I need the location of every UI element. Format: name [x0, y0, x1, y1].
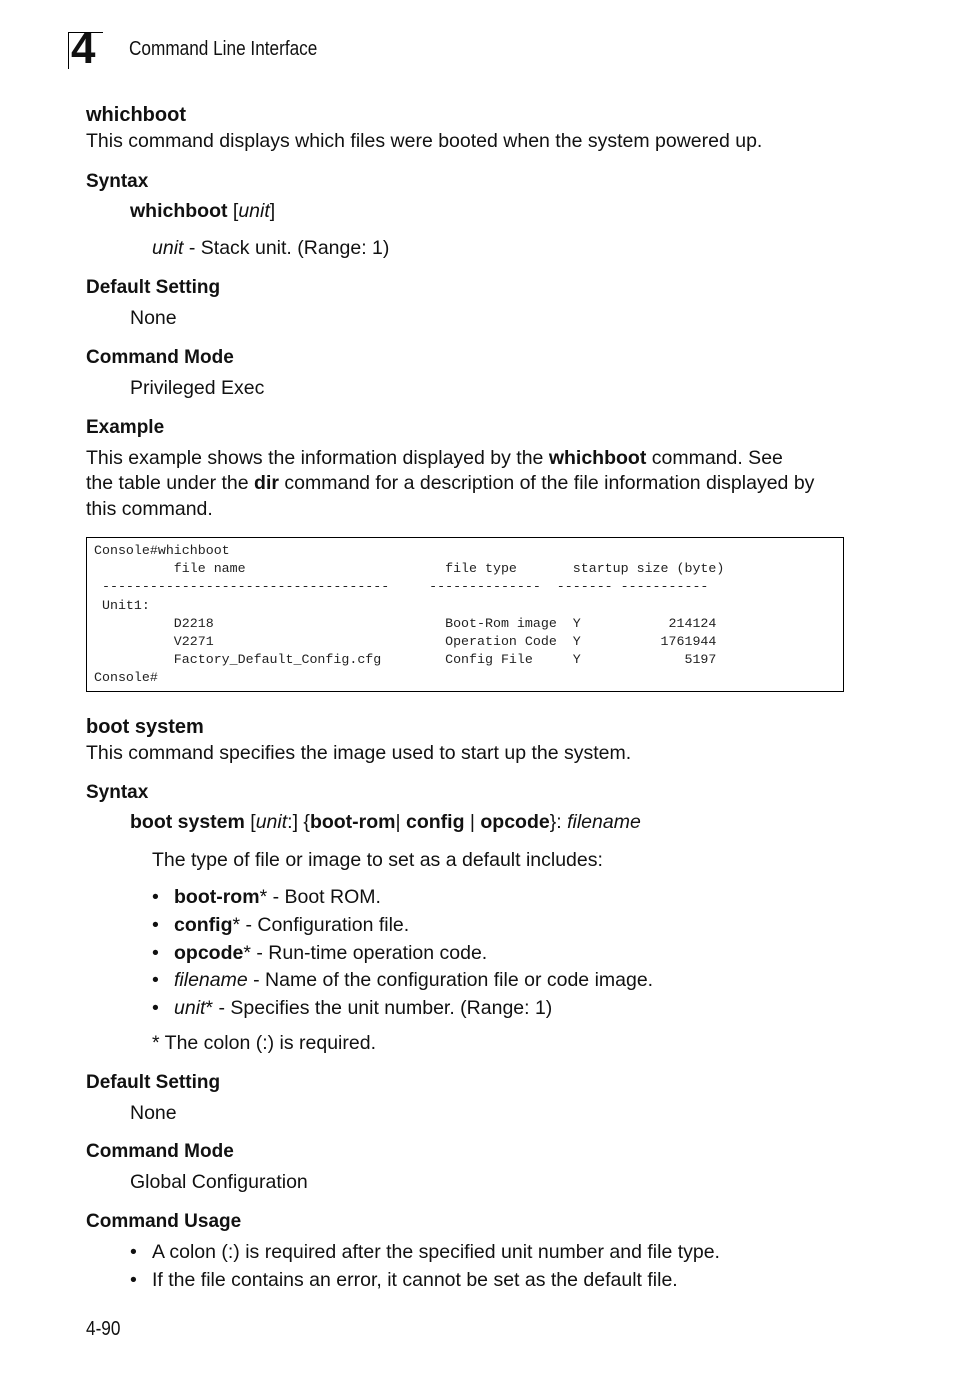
default-setting-heading: Default Setting — [86, 1072, 221, 1093]
syntax-bracket-open: [ — [227, 200, 239, 222]
chapter-title: Command Line Interface — [129, 38, 318, 60]
syntax-param: unit — [238, 200, 270, 222]
bullet-icon: • — [130, 1241, 137, 1263]
section-description: This command specifies the image used to start up the system. — [86, 742, 632, 764]
chapter-number-box — [68, 24, 103, 73]
syntax-line — [130, 199, 275, 223]
command-mode-heading: Command Mode — [86, 347, 234, 368]
command-usage-heading: Command Usage — [86, 1211, 242, 1232]
bullet-icon: • — [152, 997, 159, 1019]
default-setting-value: None — [130, 1102, 177, 1124]
param-text: - Stack unit. (Range: 1) — [183, 237, 390, 259]
syntax-command: whichboot — [130, 200, 228, 222]
bullet-icon: • — [152, 942, 159, 964]
section-description: This command displays which files were booted when the system powered up. — [86, 130, 763, 152]
param-description — [152, 236, 389, 260]
command-mode-value: Privileged Exec — [130, 377, 265, 399]
bullet-icon: • — [152, 886, 159, 908]
page-number: 4-90 — [86, 1318, 121, 1340]
bullet-icon: • — [152, 969, 159, 991]
syntax-line: boot system [unit:] {boot-rom| config | opcode}: filename — [130, 811, 641, 833]
chapter-number: 4 — [71, 24, 96, 73]
console-output-box — [86, 537, 844, 692]
example-text-line-2: the table under the dir command for a description of the file information displayed by — [86, 472, 815, 494]
example-text-line-3: this command. — [86, 498, 213, 520]
colon-note: * The colon (:) is required. — [152, 1032, 376, 1054]
syntax-heading: Syntax — [86, 782, 149, 803]
example-text-line-1: This example shows the information displayed by the whichboot command. See — [86, 447, 783, 469]
default-setting-value: None — [130, 307, 177, 329]
example-heading: Example — [86, 417, 165, 438]
command-ref-whichboot: whichboot — [548, 447, 647, 469]
syntax-heading: Syntax — [86, 171, 149, 192]
bullet-icon: • — [130, 1269, 137, 1291]
syntax-bracket-close: ] — [269, 200, 276, 222]
param-name: unit — [152, 237, 184, 259]
command-ref-dir: dir — [254, 472, 279, 494]
default-setting-heading: Default Setting — [86, 277, 221, 298]
command-mode-value: Global Configuration — [130, 1171, 308, 1193]
bullet-icon: • — [152, 914, 159, 936]
file-type-intro: The type of file or image to set as a default includes: — [152, 849, 603, 871]
console-output: Console#whichboot file name file type startup size (byte) ------------------------------------ -------------- ------- ----------- Unit1: D2218 Boot-Rom image Y 214124 V2271 Operation Code Y 1761944 Factory_Default_Config.cfg Config File Y 5197 Console# — [94, 543, 725, 686]
command-mode-heading: Command Mode — [86, 1141, 234, 1162]
section-title-boot-system: boot system — [86, 716, 204, 738]
section-title-whichboot: whichboot — [86, 104, 186, 126]
